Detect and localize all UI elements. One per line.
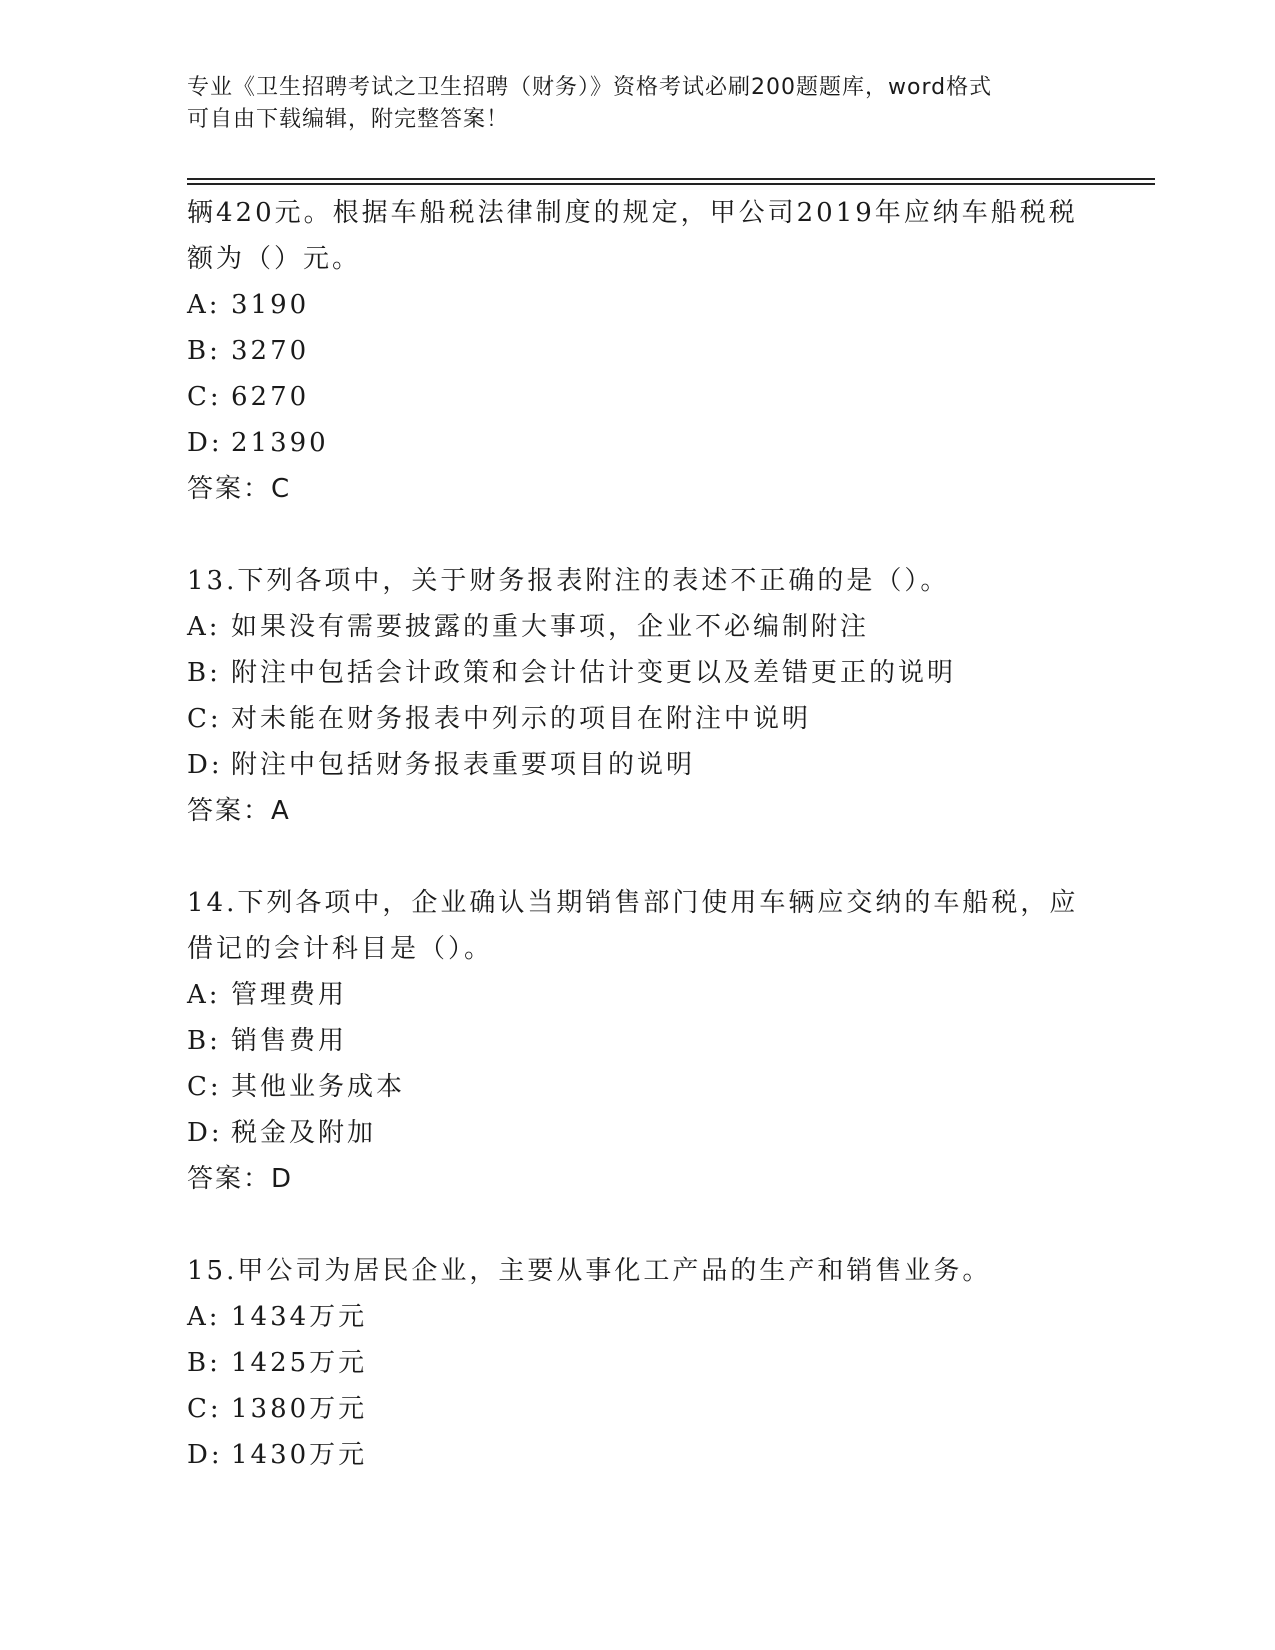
question-15 — [187, 1248, 1087, 1478]
spacer — [187, 512, 1087, 558]
option-d — [187, 1432, 1087, 1478]
option-text: 3270 — [231, 336, 310, 366]
option-label: C: — [187, 1072, 222, 1102]
option-text: 其他业务成本 — [231, 1072, 406, 1102]
option-a — [187, 604, 1087, 650]
option-text: 附注中包括会计政策和会计估计变更以及差错更正的说明 — [231, 658, 957, 688]
answer-line: 答案：D — [187, 1164, 294, 1194]
header-divider-top — [187, 178, 1155, 180]
question-stem: 额为（）元。 — [187, 244, 362, 274]
header-line-2: 可自由下载编辑，附完整答案！ — [187, 107, 510, 132]
option-a — [187, 1294, 1087, 1340]
option-b — [187, 1018, 1087, 1064]
option-label: C: — [187, 1394, 222, 1424]
option-label: A: — [187, 612, 221, 642]
question-stem: 14.下列各项中，企业确认当期销售部门使用车辆应交纳的车船税，应 — [187, 888, 1079, 918]
option-text: 管理费用 — [231, 980, 348, 1010]
option-label: B: — [187, 658, 221, 688]
answer-line: 答案：A — [187, 796, 291, 826]
question-stem: 15.甲公司为居民企业，主要从事化工产品的生产和销售业务。 — [187, 1256, 992, 1286]
question-stem: 借记的会计科目是（）。 — [187, 934, 494, 964]
option-d — [187, 1110, 1087, 1156]
answer-line: 答案：C — [187, 474, 292, 504]
spacer — [187, 1202, 1087, 1248]
option-label: A: — [187, 290, 221, 320]
option-label: C: — [187, 704, 222, 734]
question-stem: 13.下列各项中，关于财务报表附注的表述不正确的是（）。 — [187, 566, 950, 596]
option-d — [187, 420, 1087, 466]
question-14 — [187, 880, 1087, 1202]
option-text: 销售费用 — [231, 1026, 348, 1056]
option-label: D: — [187, 750, 223, 780]
option-c — [187, 374, 1087, 420]
question-13 — [187, 558, 1087, 834]
option-label: B: — [187, 1026, 221, 1056]
option-c — [187, 1386, 1087, 1432]
option-c — [187, 696, 1087, 742]
option-text: 6270 — [231, 382, 310, 412]
option-a — [187, 282, 1087, 328]
spacer — [187, 834, 1087, 880]
question-12 — [187, 190, 1087, 512]
option-text: 21390 — [231, 428, 329, 458]
document-body — [187, 190, 1087, 1478]
option-b — [187, 650, 1087, 696]
option-d — [187, 742, 1087, 788]
page-header — [187, 72, 1067, 136]
option-text: 1430万元 — [231, 1440, 368, 1470]
option-label: A: — [187, 1302, 221, 1332]
option-text: 1380万元 — [231, 1394, 368, 1424]
option-text: 附注中包括财务报表重要项目的说明 — [231, 750, 696, 780]
option-a — [187, 972, 1087, 1018]
option-text: 3190 — [231, 290, 310, 320]
option-text: 税金及附加 — [231, 1118, 377, 1148]
option-b — [187, 1340, 1087, 1386]
option-b — [187, 328, 1087, 374]
option-label: D: — [187, 1118, 223, 1148]
option-label: A: — [187, 980, 221, 1010]
option-label: B: — [187, 1348, 221, 1378]
option-label: D: — [187, 428, 223, 458]
header-line-1: 专业《卫生招聘考试之卫生招聘（财务）》资格考试必刷200题题库，word格式 — [187, 75, 993, 100]
option-text: 1434万元 — [231, 1302, 368, 1332]
option-text: 1425万元 — [231, 1348, 368, 1378]
header-divider-bottom — [187, 183, 1155, 185]
option-label: D: — [187, 1440, 223, 1470]
question-stem: 辆420元。根据车船税法律制度的规定，甲公司2019年应纳车船税税 — [187, 198, 1078, 228]
option-c — [187, 1064, 1087, 1110]
option-text: 对未能在财务报表中列示的项目在附注中说明 — [231, 704, 812, 734]
option-label: C: — [187, 382, 222, 412]
option-text: 如果没有需要披露的重大事项，企业不必编制附注 — [231, 612, 870, 642]
option-label: B: — [187, 336, 221, 366]
